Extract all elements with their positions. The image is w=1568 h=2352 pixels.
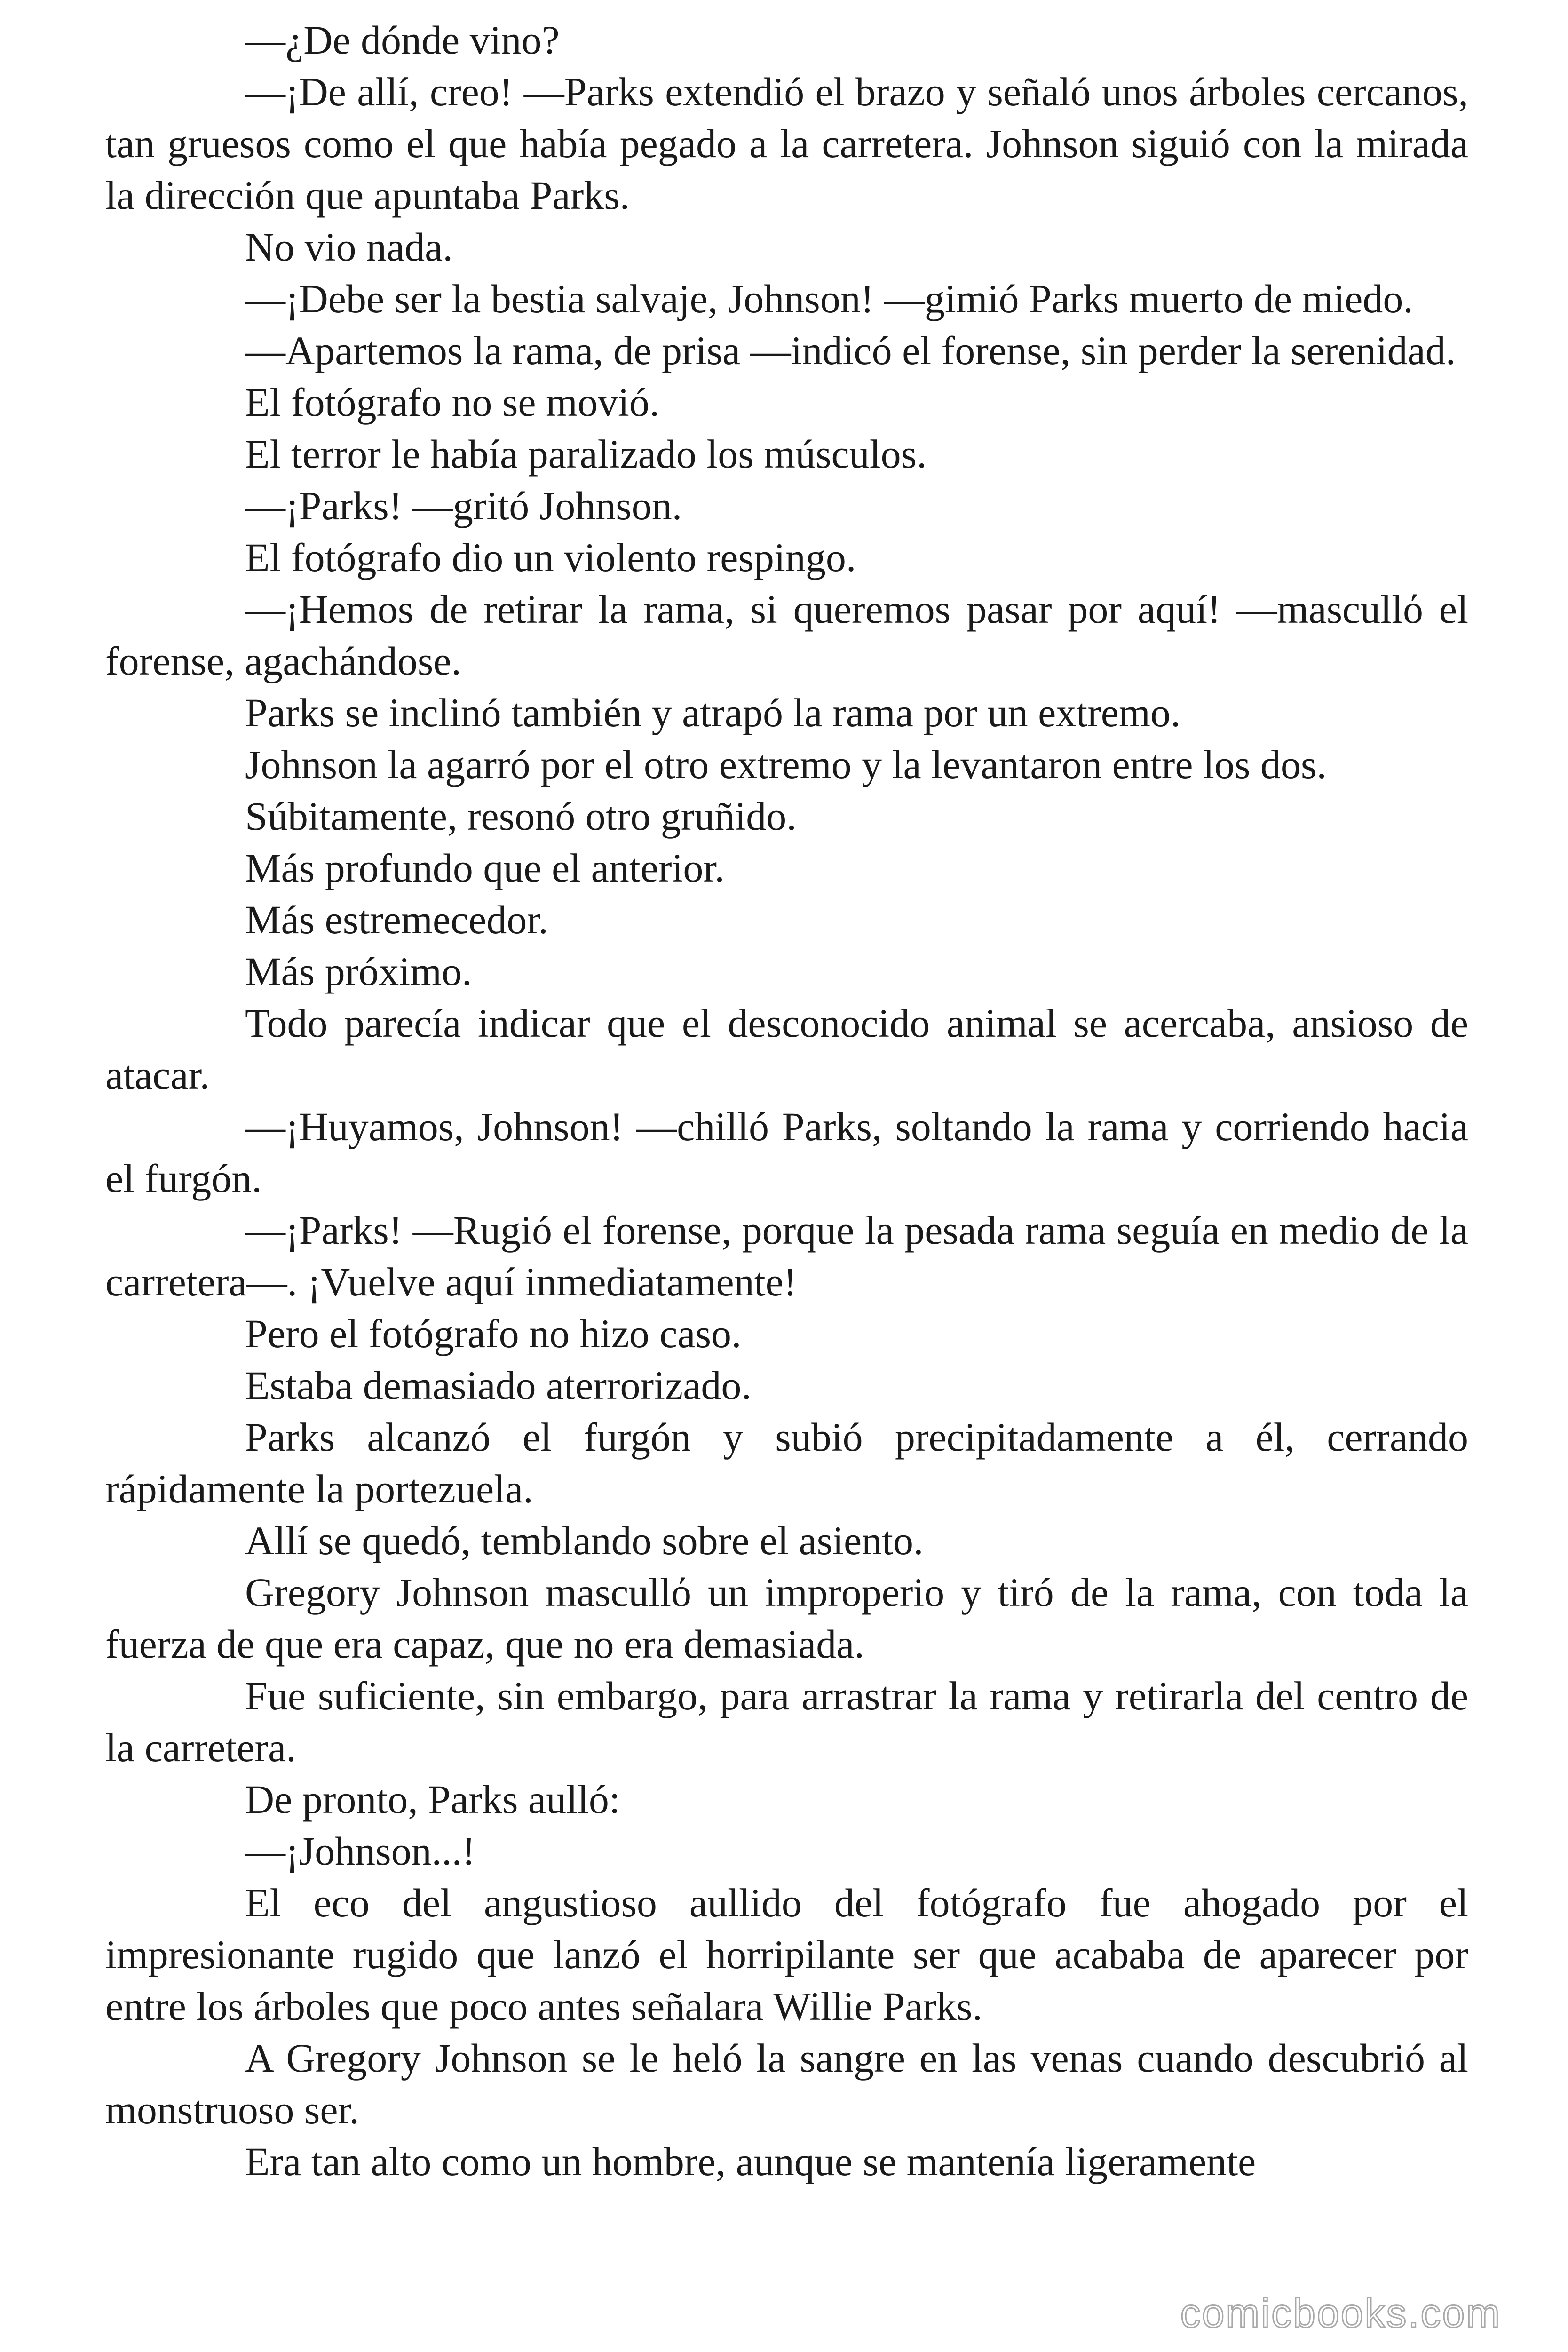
paragraph: De pronto, Parks aulló:	[245, 1777, 620, 1822]
paragraph: —¡De allí, creo! —Parks extendió el brazo y señaló unos árboles cercanos, tan gruesos como el que había pegado a la carretera. Johnson siguió con la mirada la dirección que apuntaba Parks.	[105, 69, 1468, 218]
paragraph: Más próximo.	[245, 949, 472, 994]
paragraph: Johnson la agarró por el otro extremo y la levantaron entre los dos.	[245, 742, 1327, 787]
paragraph: —¡Parks! —Rugió el forense, porque la pesada rama seguía en medio de la carretera—. ¡Vuelve aquí inmediatamente!	[105, 1208, 1468, 1304]
paragraph: Gregory Johnson mascullό un improperio y tiró de la rama, con toda la fuerza de que era capaz, que no era demasiada.	[105, 1570, 1468, 1667]
paragraph: A Gregory Johnson se le heló la sangre en las venas cuando descubrió al monstruoso ser.	[105, 2035, 1468, 2132]
paragraph: —¿De dónde vino?	[245, 17, 560, 63]
paragraph: —¡Johnson...!	[245, 1828, 475, 1874]
paragraph: No vio nada.	[245, 224, 453, 270]
paragraph: —¡Parks! —gritó Johnson.	[245, 483, 682, 528]
paragraph: —¡Huyamos, Johnson! —chilló Parks, soltando la rama y corriendo hacia el furgón.	[105, 1104, 1468, 1201]
paragraph: Pero el fotógrafo no hizo caso.	[245, 1311, 742, 1356]
paragraph: Estaba demasiado aterrorizado.	[245, 1363, 752, 1408]
paragraph: Fue suficiente, sin embargo, para arrastrar la rama y retirarla del centro de la carretera.	[105, 1673, 1468, 1770]
paragraph: Súbitamente, resonó otro gruñido.	[245, 794, 797, 839]
watermark: comicbooks.com	[1180, 2291, 1501, 2336]
page-body	[105, 14, 1468, 2187]
paragraph: El fotógrafo no se movió.	[245, 380, 660, 425]
paragraph: Parks se inclinó también y atrapó la rama por un extremo.	[245, 690, 1181, 735]
paragraph: —¡Hemos de retirar la rama, si queremos pasar por aquí! —mascullό el forense, agachándose.	[105, 587, 1468, 683]
paragraph: Era tan alto como un hombre, aunque se mantenía ligeramente	[245, 2139, 1256, 2184]
paragraph: —Apartemos la rama, de prisa —indicó el forense, sin perder la serenidad.	[245, 328, 1456, 373]
paragraph: Más estremecedor.	[245, 897, 548, 942]
paragraph: —¡Debe ser la bestia salvaje, Johnson! —gimió Parks muerto de miedo.	[245, 276, 1413, 321]
paragraph: Parks alcanzó el furgón y subió precipitadamente a él, cerrando rápidamente la portezuela.	[105, 1414, 1468, 1511]
paragraph: El terror le había paralizado los músculos.	[245, 431, 927, 477]
paragraph: Todo parecía indicar que el desconocido animal se acercaba, ansioso de atacar.	[105, 1001, 1468, 1097]
paragraph: Allí se quedó, temblando sobre el asiento.	[245, 1518, 924, 1563]
paragraph: El fotógrafo dio un violento respingo.	[245, 535, 856, 580]
paragraph: El eco del angustioso aullido del fotógrafo fue ahogado por el impresionante rugido que lanzó el horripilante ser que acababa de aparecer por entre los árboles que poco antes señalara Willie Parks.	[105, 1880, 1468, 2029]
paragraph: Más profundo que el anterior.	[245, 845, 725, 890]
